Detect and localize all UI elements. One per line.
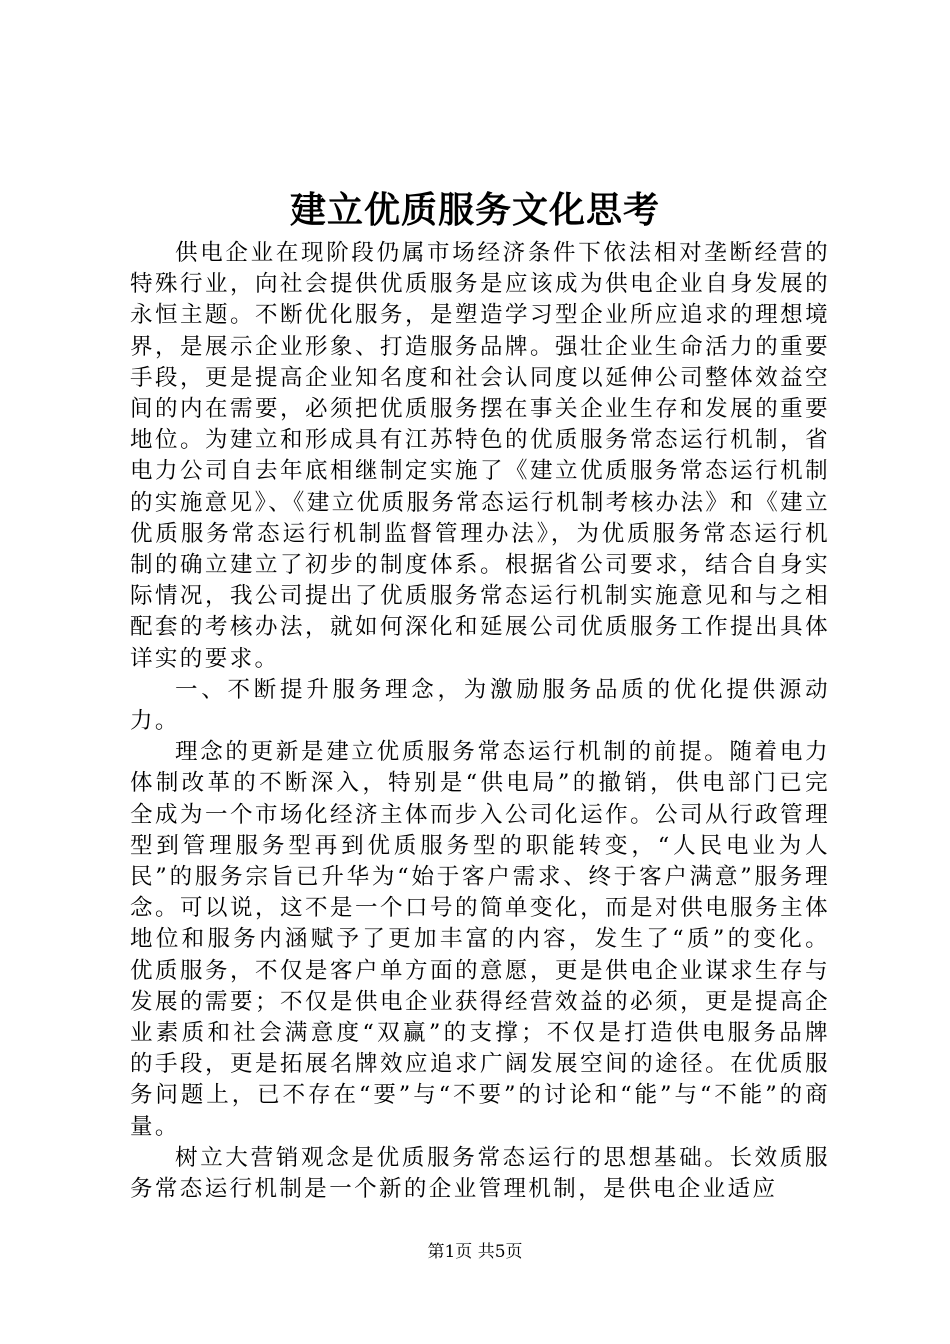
paragraph: 供电企业在现阶段仍属市场经济条件下依法相对垄断经营的特殊行业，向社会提供优质服务是应该成为供电企业自身发展的永恒主题。不断优化服务，是塑造学习型企业所应追求的理想境界，是展示企业形象、打造服务品牌。强壮企业生命活力的重要手段，更是提高企业知名度和社会认同度以延伸公司整体效益空间的内在需要，必须把优质服务摆在事关企业生存和发展的重要地位。为建立和形成具有江苏特色的优质服务常态运行机制，省电力公司自去年底相继制定实施了《建立优质服务常态运行机制的实施意见》、《建立优质服务常态运行机制考核办法》和《建立优质服务常态运行机制监督管理办法》，为优质服务常态运行机制的确立建立了初步的制度体系。根据省公司要求，结合自身实际情况，我公司提出了优质服务常态运行机制实施意见和与之相配套的考核办法，就如何深化和延展公司优质服务工作提出具体详实的要求。	[130, 240, 830, 672]
document-title: 建立优质服务文化思考	[289, 189, 660, 231]
paragraph: 树立大营销观念是优质服务常态运行的思想基础。长效质服务常态运行机制是一个新的企业管理机制，是供电企业适应	[130, 1144, 830, 1203]
document-body	[130, 238, 830, 1205]
section-heading: 一、不断提升服务理念，为激励服务品质的优化提供源动力。	[130, 676, 830, 735]
paragraph: 理念的更新是建立优质服务常态运行机制的前提。随着电力体制改革的不断深入，特别是“供电局”的撤销，供电部门已完全成为一个市场化经济主体而步入公司化运作。公司从行政管理型到管理服务型再到优质服务型的职能转变，“人民电业为人民”的服务宗旨已升华为“始于客户需求、终于客户满意”服务理念。可以说，这不是一个口号的简单变化，而是对供电服务主体地位和服务内涵赋予了更加丰富的内容，发生了“质”的变化。优质服务，不仅是客户单方面的意愿，更是供电企业谋求生存与发展的需要；不仅是供电企业获得经营效益的必须，更是提高企业素质和社会满意度“双赢”的支撑；不仅是打造供电服务品牌的手段，更是拓展名牌效应追求广阔发展空间的途径。在优质服务问题上，已不存在“要”与“不要”的讨论和“能”与“不能”的商量。	[130, 739, 830, 1140]
page-footer: 第1页 共5页	[427, 1242, 523, 1262]
